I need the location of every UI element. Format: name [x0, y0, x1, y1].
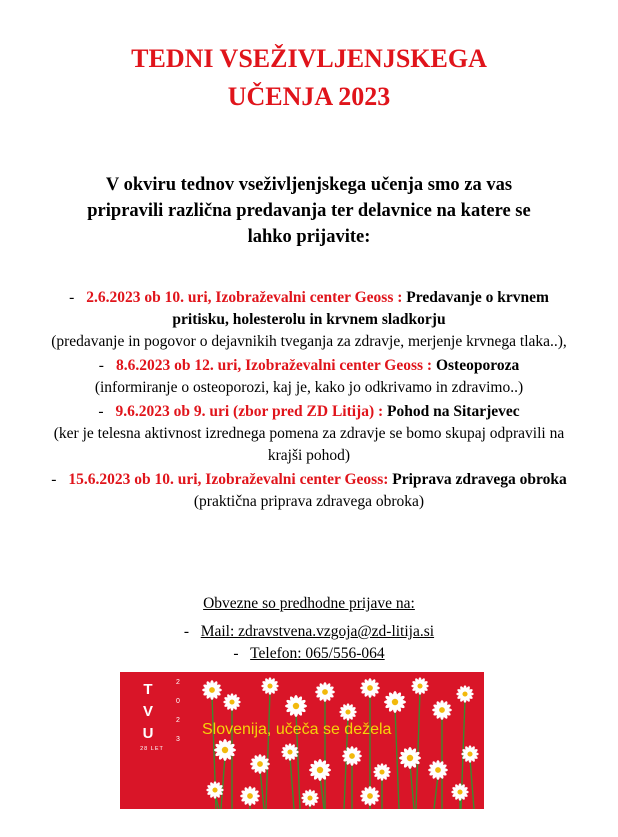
list-dash: -	[98, 403, 104, 420]
registration-mail-row	[0, 621, 618, 643]
intro-paragraph	[40, 172, 578, 250]
event-when: 9.6.2023 ob 9. uri (zbor pred ZD Litija) :	[115, 403, 384, 420]
banner-artwork	[120, 672, 484, 809]
flower-stem	[434, 775, 438, 809]
year-digit: 3	[176, 736, 180, 743]
event-when: 2.6.2023 ob 10. uri, Izobraževalni center Geoss :	[86, 289, 403, 306]
daisy-icon	[206, 781, 224, 799]
event-when: 15.6.2023 ob 10. uri, Izobraževalni center Geoss:	[68, 471, 389, 488]
daisy-icon	[301, 789, 319, 807]
registration-info	[0, 593, 618, 665]
daisy-icon	[360, 678, 380, 698]
daisy-flowers	[202, 677, 479, 807]
event-when: 8.6.2023 ob 12. uri, Izobraževalni center Geoss :	[115, 357, 433, 374]
event-item	[50, 355, 568, 399]
page-title	[0, 40, 618, 116]
event-note: (ker je telesna aktivnost izrednega pomena za zdravje se bomo skupaj odpravili na krajši pohod)	[53, 425, 565, 464]
event-note: (informiranje o osteoporozi, kaj je, kako jo odkrivamo in zdravimo..)	[94, 379, 524, 396]
flower-stem	[395, 708, 399, 809]
daisy-icon	[261, 677, 279, 695]
daisy-icon	[428, 760, 448, 780]
intro-line-2: pripravili različna predavanja ter delavnice na katere se	[87, 201, 531, 221]
tvu-logo	[140, 679, 180, 752]
event-item	[50, 287, 568, 353]
list-dash: -	[98, 357, 104, 374]
event-title: Priprava zdravega obroka	[392, 471, 567, 488]
daisy-icon	[373, 763, 391, 781]
list-dash: -	[69, 289, 75, 306]
flower-stem	[221, 756, 225, 809]
daisy-icon	[315, 682, 335, 702]
daisy-icon	[285, 695, 307, 717]
year-digit: 2	[176, 679, 180, 686]
logo-letter-v: V	[142, 703, 154, 720]
registration-heading: Obvezne so predhodne prijave na:	[203, 595, 415, 612]
logo-letter-t: T	[143, 681, 153, 698]
list-dash: -	[51, 471, 57, 488]
daisy-icon	[309, 759, 331, 781]
email-link[interactable]: Mail: zdravstvena.vzgoja@zd-litija.si	[200, 623, 435, 640]
phone-link[interactable]: Telefon: 065/556-064	[250, 645, 385, 662]
event-title: Predavanje o krvnem pritisku, holesterolu in krvnem sladkorju	[172, 289, 549, 328]
intro-line-1: V okviru tednov vseživljenjskega učenja smo za vas	[105, 175, 513, 195]
logo-letter-u: U	[142, 725, 154, 742]
daisy-icon	[456, 685, 474, 703]
intro-line-3: lahko prijavite:	[247, 227, 371, 247]
flower-stem	[470, 759, 474, 809]
event-title: Osteoporoza	[435, 357, 520, 374]
title-line-2: UČENJA 2023	[227, 82, 391, 111]
event-note: (predavanje in pogovor o dejavnikih tveganja za zdravje, merjenje krvnega tlaka..),	[51, 333, 567, 350]
flower-stem	[290, 757, 294, 809]
daisy-icon	[202, 680, 222, 700]
daisy-icon	[240, 786, 260, 806]
event-title: Pohod na Sitarjevec	[387, 403, 520, 420]
tvu-banner	[120, 672, 484, 809]
flower-stem	[416, 691, 420, 809]
daisy-icon	[384, 691, 406, 713]
daisy-icon	[411, 677, 429, 695]
event-note: (praktična priprava zdravega obroka)	[193, 493, 425, 510]
daisy-icon	[281, 743, 299, 761]
daisy-icon	[451, 783, 469, 801]
year-digit: 2	[176, 717, 180, 724]
daisy-icon	[339, 703, 357, 721]
anniversary-label: 28 LET	[140, 746, 164, 752]
year-digit: 0	[176, 698, 180, 705]
flower-stem	[320, 776, 324, 809]
flower-stem	[260, 769, 264, 809]
event-item	[50, 469, 568, 513]
daisy-icon	[360, 786, 380, 806]
daisy-icon	[342, 746, 362, 766]
daisy-icon	[432, 700, 452, 720]
slogan-text: Slovenija, učeča se dežela	[202, 721, 392, 738]
event-item	[50, 401, 568, 467]
daisy-icon	[223, 693, 241, 711]
list-dash: -	[233, 645, 239, 662]
events-list	[50, 287, 568, 515]
list-dash: -	[183, 623, 190, 640]
flower-stem	[266, 691, 270, 809]
flower-stem	[410, 764, 414, 809]
registration-phone-row	[0, 643, 618, 665]
title-line-1: TEDNI VSEŽIVLJENJSKEGA	[131, 44, 487, 73]
